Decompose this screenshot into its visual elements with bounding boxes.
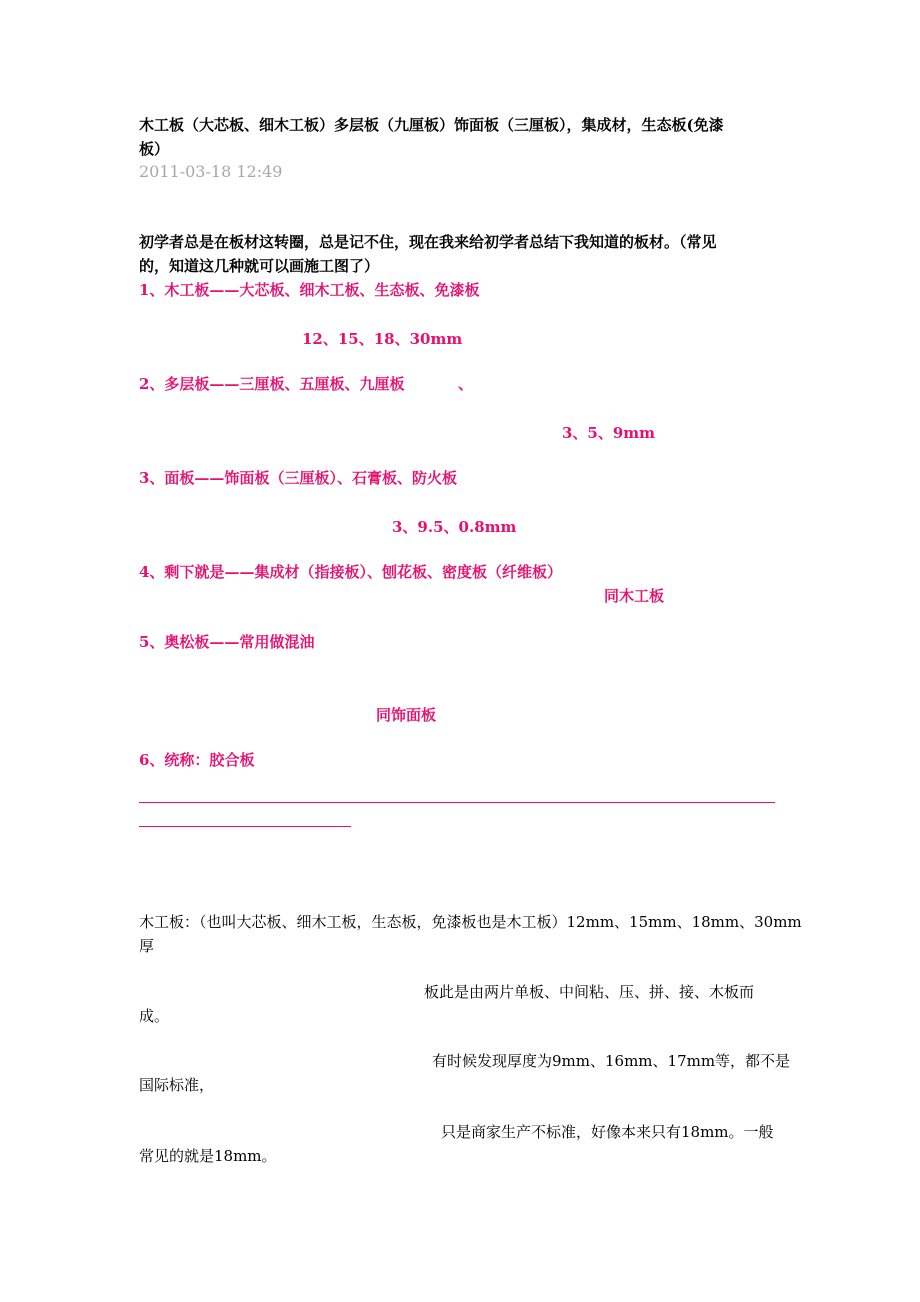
detail-paragraph-3-line-2: 国际标准， (139, 1076, 215, 1094)
article-title-line-1: 木工板（大芯板、细木工板）多层板（九厘板）饰面板（三厘板），集成材，生态板(免漆 (139, 116, 724, 134)
post-timestamp: 2011-03-18 12:49 (139, 162, 283, 181)
list-item-1: 1、木工板——大芯板、细木工板、生态板、免漆板 (139, 281, 480, 299)
detail-paragraph-4-line-1: 只是商家生产不标准，好像本来只有18mm。一般 (441, 1123, 774, 1141)
detail-paragraph-1-line-1: 木工板：（也叫大芯板、细木工板，生态板，免漆板也是木工板）12mm、15mm、18mm、30mm (139, 913, 802, 931)
detail-paragraph-4-line-2: 常见的就是18mm。 (139, 1147, 277, 1165)
list-item-2: 2、多层板——三厘板、五厘板、九厘板 (139, 375, 405, 393)
list-item-5-spec: 同饰面板 (376, 706, 437, 724)
list-item-2-spec: 3、5、9mm (562, 424, 656, 442)
list-item-3-spec: 3、9.5、0.8mm (392, 518, 517, 536)
divider-line-1 (139, 802, 775, 803)
intro-line-1: 初学者总是在板材这转圈，总是记不住，现在我来给初学者总结下我知道的板材。（常见 (139, 233, 717, 251)
detail-paragraph-2-line-2: 成。 (139, 1007, 170, 1025)
list-item-6: 6、统称：胶合板 (139, 751, 255, 769)
detail-paragraph-1-line-2: 厚 (139, 937, 155, 955)
detail-paragraph-2-line-1: 板此是由两片单板、中间粘、压、拼、接、木板而 (424, 983, 755, 1001)
divider-line-2 (139, 826, 351, 827)
list-item-2-trail: 、 (458, 375, 474, 393)
list-item-5: 5、奥松板——常用做混油 (139, 633, 315, 651)
intro-line-2: 的，知道这几种就可以画施工图了） (139, 257, 380, 275)
article-title-line-2: 板） (139, 140, 170, 158)
list-item-3: 3、面板——饰面板（三厘板）、石膏板、防火板 (139, 469, 457, 487)
detail-paragraph-3-line-1: 有时候发现厚度为9mm、16mm、17mm等，都不是 (432, 1052, 791, 1070)
list-item-1-spec: 12、15、18、30mm (302, 330, 463, 348)
list-item-4-spec: 同木工板 (604, 587, 665, 605)
list-item-4: 4、剩下就是——集成材（指接板）、刨花板、密度板（纤维板） (139, 563, 562, 581)
